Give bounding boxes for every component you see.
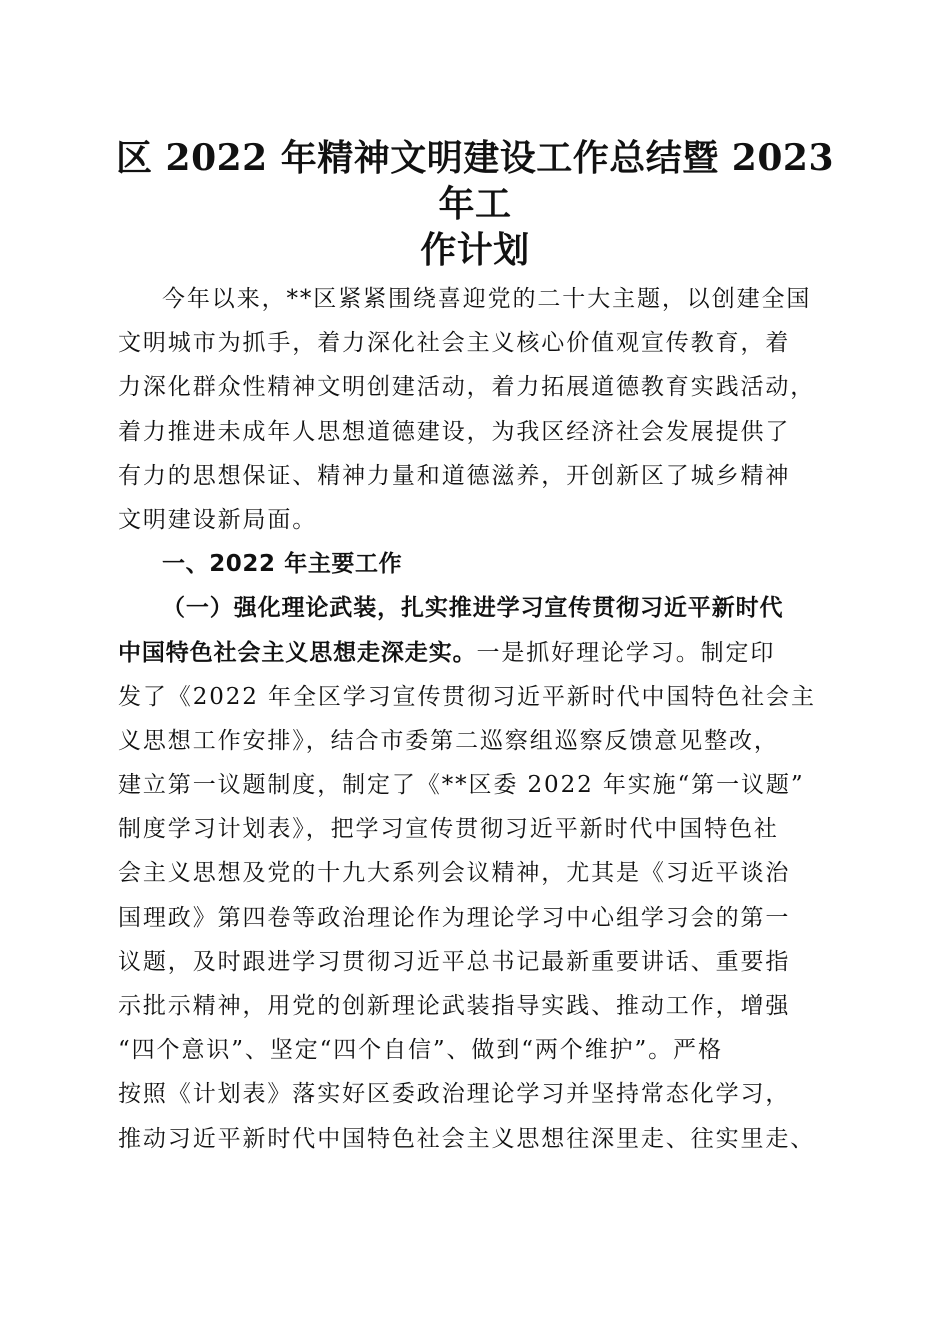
- intro-line: 力深化群众性精神文明创建活动，着力拓展道德教育实践活动，: [118, 374, 816, 401]
- intro-line: 文明建设新局面。: [118, 506, 318, 533]
- document-title: [100, 135, 850, 273]
- body-line: 制度学习计划表》，把学习宣传贯彻习近平新时代中国特色社: [118, 816, 779, 843]
- body-line: 推动习近平新时代中国特色社会主义思想往深里走、往实里走、: [118, 1125, 816, 1152]
- document-body: [118, 277, 838, 1161]
- body-line: 议题，及时跟进学习贯彻习近平总书记最新重要讲话、重要指: [118, 948, 791, 975]
- body-line: 建立第一议题制度，制定了《**区委 2022 年实施“第一议题”: [118, 772, 805, 799]
- body-line: 义思想工作安排》，结合市委第二巡察组巡察反馈意见整改，: [118, 727, 779, 754]
- section-heading: 一、2022 年主要工作: [162, 551, 403, 578]
- title-line-1: 区 2022 年精神文明建设工作总结暨 2023 年工: [116, 137, 834, 225]
- subsection-heading-line-2: 中国特色社会主义思想走深走实。: [118, 639, 477, 666]
- body-line: “四个意识”、坚定“四个自信”、做到“两个维护”。严格: [118, 1037, 723, 1064]
- body-line: 国理政》第四卷等政治理论作为理论学习中心组学习会的第一: [118, 904, 791, 931]
- body-line: 示批示精神，用党的创新理论武装指导实践、推动工作，增强: [118, 993, 791, 1019]
- intro-line: 有力的思想保证、精神力量和道德滋养，开创新区了城乡精神: [118, 462, 791, 489]
- subsection-heading-line-1: （一）强化理论武装，扎实推进学习宣传贯彻习近平新时代: [162, 595, 784, 622]
- body-line: 按照《计划表》落实好区委政治理论学习并坚持常态化学习，: [118, 1081, 791, 1108]
- title-line-2: 作计划: [420, 229, 530, 271]
- intro-line: 文明城市为抓手，着力深化社会主义核心价值观宣传教育，着: [118, 330, 791, 357]
- body-line: 会主义思想及党的十九大系列会议精神，尤其是《习近平谈治: [118, 860, 791, 887]
- body-line: 发了《2022 年全区学习宣传贯彻习近平新时代中国特色社会主: [118, 683, 816, 710]
- intro-line: 今年以来，**区紧紧围绕喜迎党的二十大主题，以创建全国: [162, 286, 812, 312]
- subsection-line-2-rest: 一是抓好理论学习。制定印: [476, 639, 776, 666]
- subsection-line-2: [118, 631, 838, 675]
- intro-line: 着力推进未成年人思想道德建设，为我区经济社会发展提供了: [118, 418, 791, 445]
